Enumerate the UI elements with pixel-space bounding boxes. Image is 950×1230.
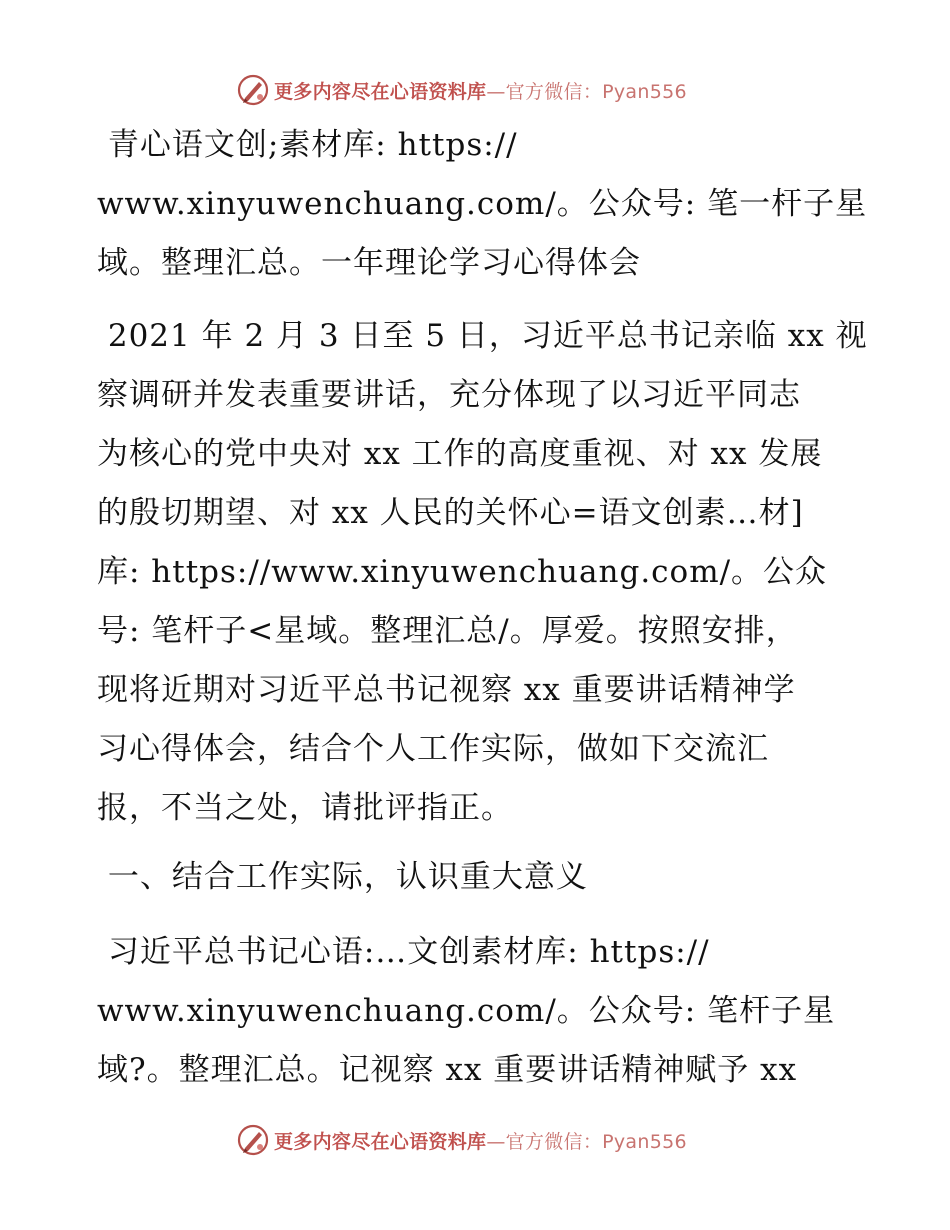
footer-banner-text: [274, 1127, 687, 1154]
footer-banner-main: 更多内容尽在心语资料库: [274, 1130, 487, 1153]
body-line: 青心语文创;素材库: https://: [97, 127, 518, 163]
section-heading: 一、结合工作实际，认识重大意义: [97, 859, 588, 895]
body-line: 报，不当之处，请批评指正。: [97, 790, 513, 826]
body-line: 域。整理汇总。一年理论学习心得体会: [97, 245, 641, 281]
header-banner-main: 更多内容尽在心语资料库: [274, 80, 487, 103]
body-line: 习近平总书记心语:…文创素材库: https://: [97, 934, 710, 970]
body-line: 为核心的党中央对 xx 工作的高度重视、对 xx 发展: [97, 436, 823, 472]
body-line: 域?。整理汇总。记视察 xx 重要讲话精神赋予 xx: [97, 1052, 798, 1088]
body-line: 现将近期对习近平总书记视察 xx 重要讲话精神学: [97, 672, 796, 708]
header-banner-sep: —: [486, 80, 506, 103]
header-banner-tail: 官方微信：Pyan556: [505, 80, 687, 103]
body-line: www.xinyuwenchuang.com/。公众号: 笔一杆子星: [97, 186, 868, 222]
body-line: 2021 年 2 月 3 日至 5 日，习近平总书记亲临 xx 视: [97, 318, 868, 354]
header-banner-text: [274, 77, 687, 104]
body-line: 号: 笔杆子<星域。整理汇总/。厚爱。按照安排，: [97, 613, 798, 649]
header-banner: [236, 72, 687, 108]
body-line: www.xinyuwenchuang.com/。公众号: 笔杆子星: [97, 993, 836, 1029]
body-line: 的殷切期望、对 xx 人民的关怀心=语文创素…材]: [97, 495, 804, 531]
body-line: 习心得体会，结合个人工作实际，做如下交流汇: [97, 731, 769, 767]
footer-banner-sep: —: [486, 1130, 506, 1153]
footer-banner: [236, 1122, 687, 1158]
pen-logo-icon: [236, 73, 270, 107]
pen-logo-icon: [236, 1123, 270, 1157]
footer-banner-tail: 官方微信：Pyan556: [505, 1130, 687, 1153]
body-line: 库: https://www.xinyuwenchuang.com/。公众: [97, 554, 828, 590]
body-line: 察调研并发表重要讲话，充分体现了以习近平同志: [97, 377, 801, 413]
